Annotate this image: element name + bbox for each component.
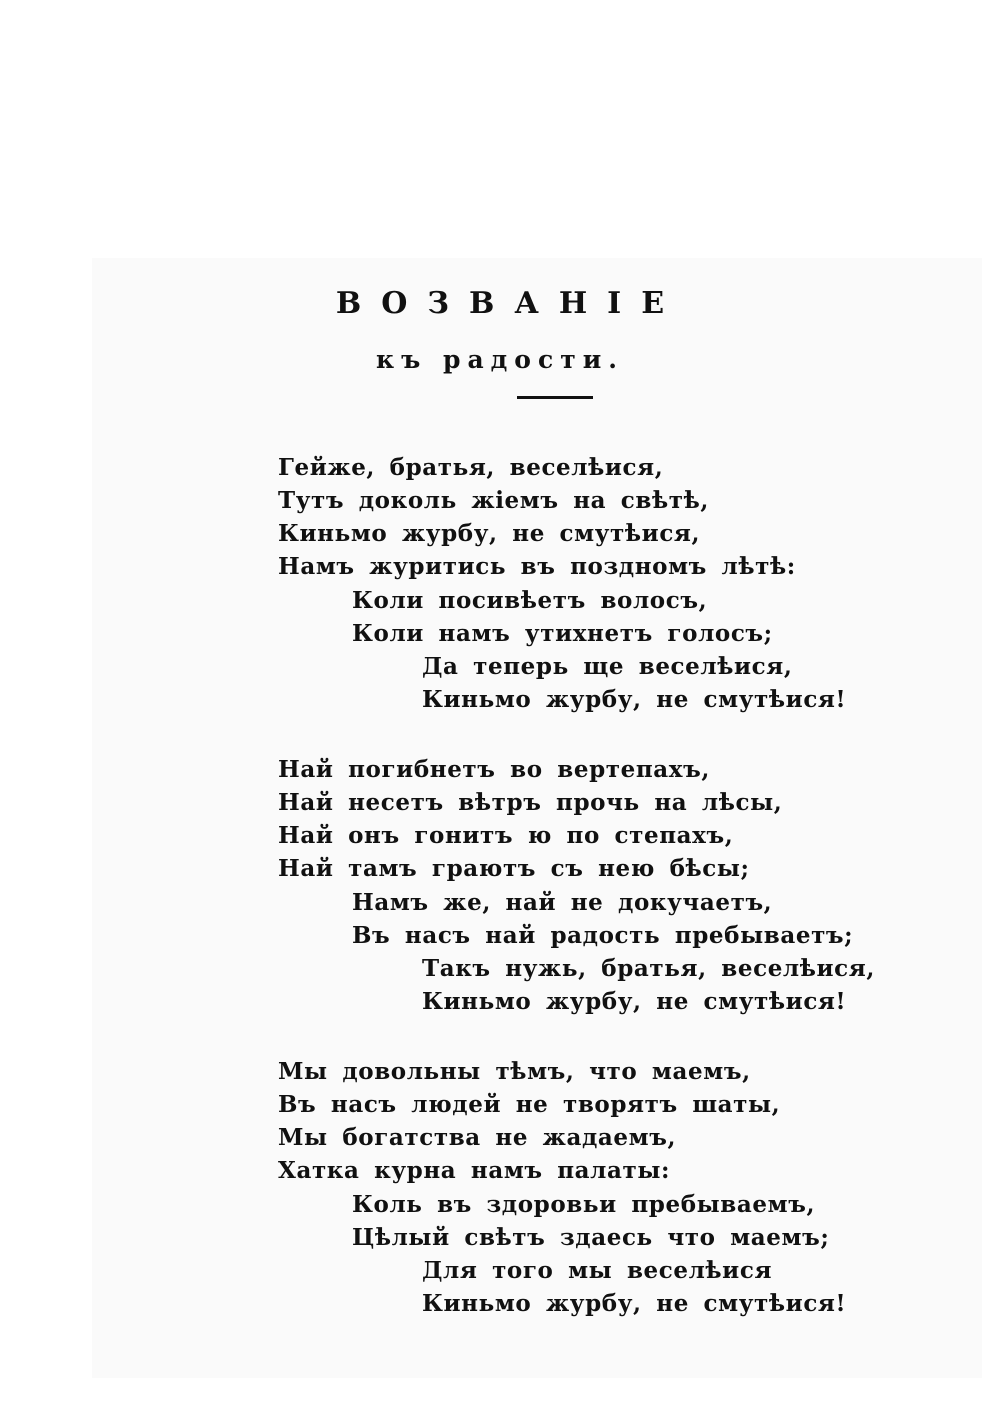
poem-line: Цѣлый свѣтъ здаесь что маемъ; — [352, 1224, 830, 1251]
title-divider — [517, 396, 593, 399]
poem-line: Тутъ доколь жіемъ на свѣтѣ, — [278, 487, 709, 514]
poem-line: Въ насъ най радость пребываетъ; — [352, 922, 854, 949]
poem-line: Киньмо журбу, не смутѣися! — [422, 988, 847, 1015]
poem-line: Коли посивѣетъ волосъ, — [352, 587, 708, 614]
poem-line: Гейже, братья, веселѣися, — [278, 454, 664, 481]
poem-line: Для того мы веселѣися — [422, 1257, 773, 1284]
poem-line: Намъ журитись въ поздномъ лѣтѣ: — [278, 553, 796, 580]
poem-line: Киньмо журбу, не смутѣися! — [422, 1290, 847, 1317]
poem-line: Мы богатства не жадаемъ, — [278, 1124, 677, 1151]
poem-line: Хатка курна намъ палаты: — [278, 1157, 671, 1184]
poem-line: Въ насъ людей не творятъ шаты, — [278, 1091, 781, 1118]
poem-line: Коли намъ утихнетъ голосъ; — [352, 620, 773, 647]
poem-line: Най тамъ граютъ съ нею бѣсы; — [278, 855, 750, 882]
poem-title: ВОЗВАНІЕ — [335, 286, 685, 321]
poem-line: Мы довольны тѣмъ, что маемъ, — [278, 1058, 751, 1085]
poem-line: Такъ нужь, братья, веселѣися, — [422, 955, 875, 982]
poem-line: Най онъ гонитъ ю по степахъ, — [278, 822, 734, 849]
poem-line: Киньмо журбу, не смутѣися, — [278, 520, 701, 547]
poem-subtitle: къ радости. — [376, 345, 624, 374]
poem-line: Най погибнетъ во вертепахъ, — [278, 756, 710, 783]
poem-line: Намъ же, най не докучаетъ, — [352, 889, 773, 916]
poem-line: Да теперь ще веселѣися, — [422, 653, 793, 680]
poem-line: Коль въ здоровьи пребываемъ, — [352, 1191, 816, 1218]
poem-line: Киньмо журбу, не смутѣися! — [422, 686, 847, 713]
poem-line: Най несетъ вѣтръ прочь на лѣсы, — [278, 789, 783, 816]
